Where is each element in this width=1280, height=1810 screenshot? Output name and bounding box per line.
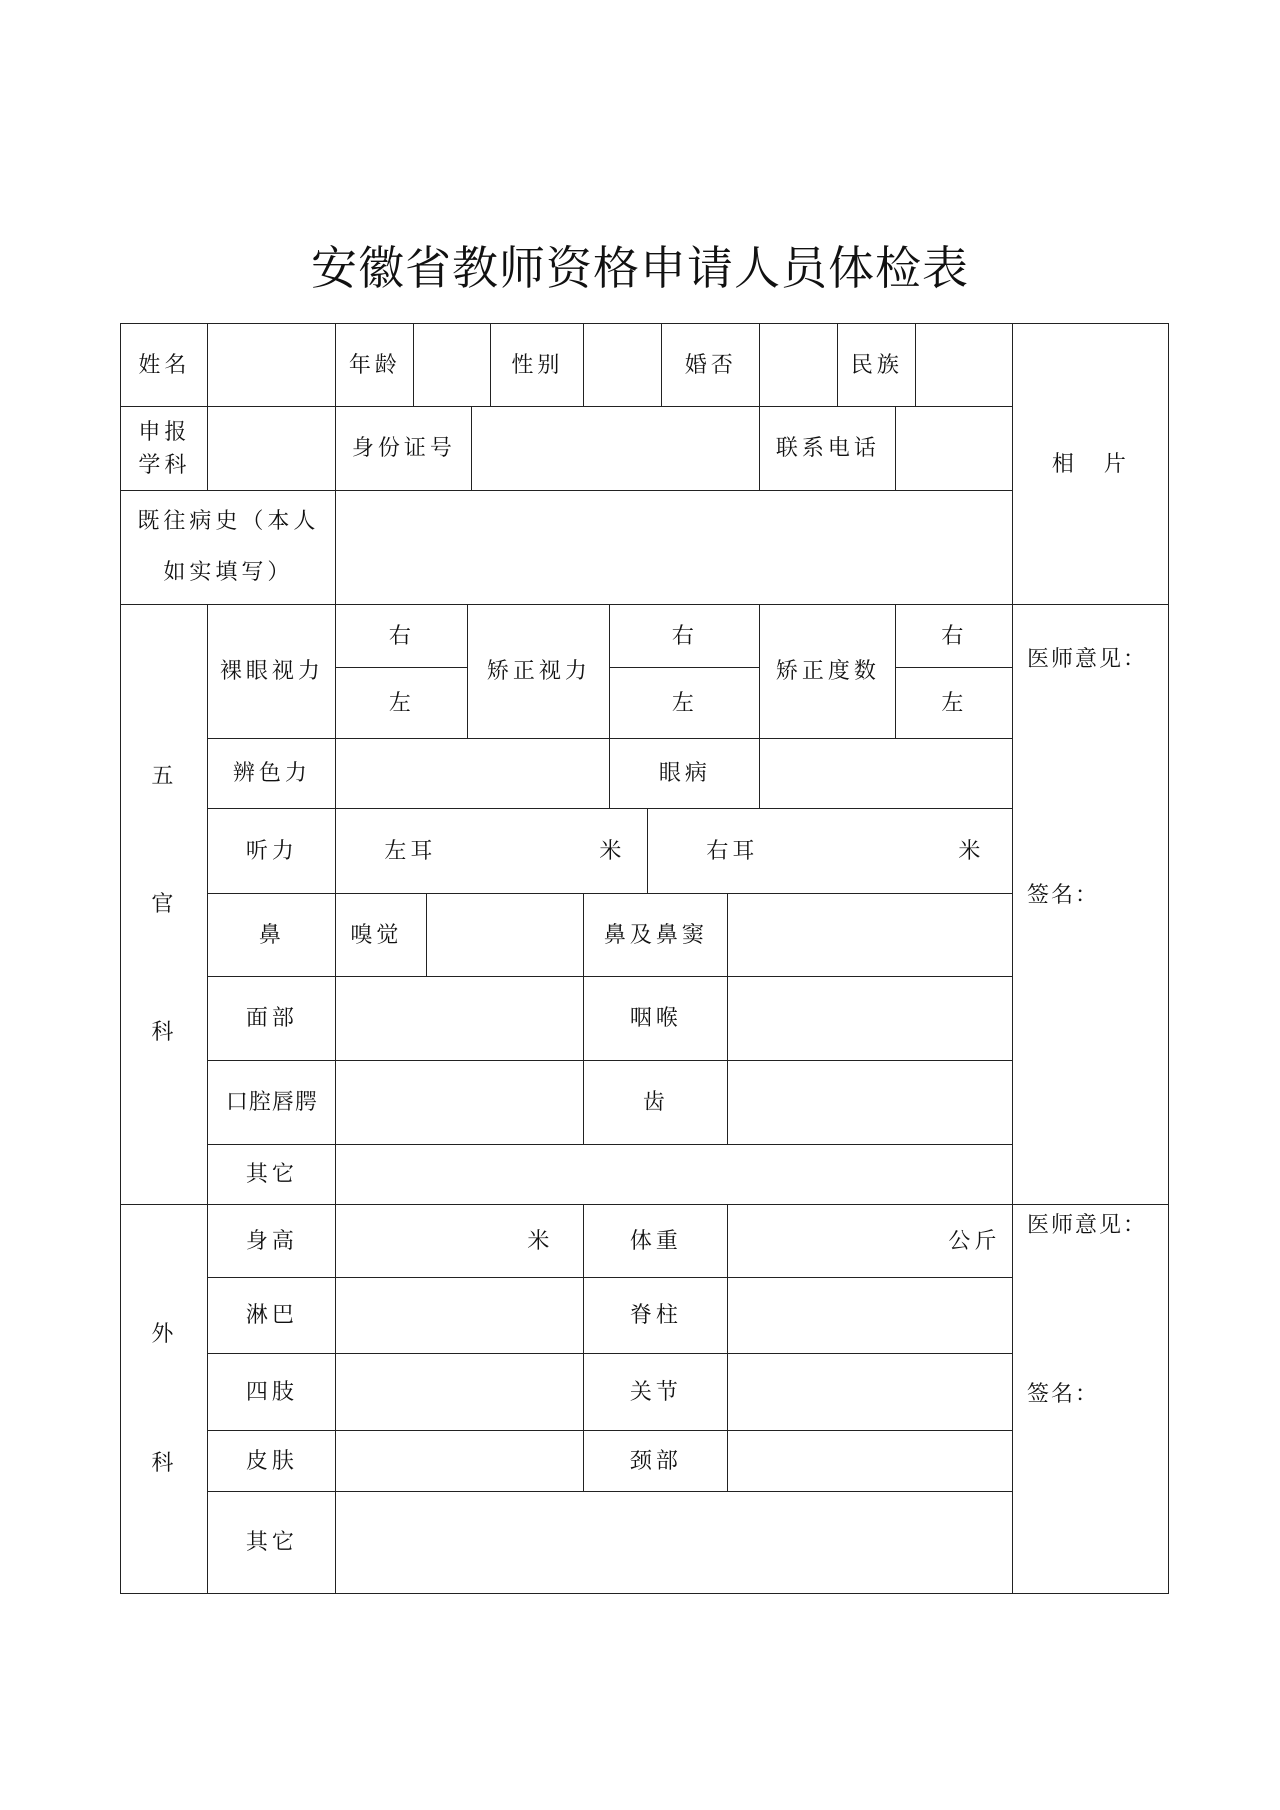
medical-history-field[interactable]	[335, 490, 1013, 605]
naked-vision-label: 裸眼视力	[207, 604, 336, 739]
skin-field[interactable]	[335, 1430, 584, 1492]
medical-history-label-2: 如实填写）	[163, 559, 294, 585]
surgery-doctor-opinion-label: 医师意见：	[1027, 1213, 1148, 1238]
left-ear-field[interactable]	[335, 808, 648, 894]
correction-degree-left[interactable]: 左	[895, 667, 1013, 739]
id-number-field[interactable]	[471, 406, 760, 491]
spine-label: 脊柱	[583, 1277, 728, 1354]
age-label: 年龄	[335, 323, 414, 407]
height-field[interactable]	[335, 1204, 584, 1278]
surgery-other-field[interactable]	[335, 1491, 1013, 1594]
surgery-other-label: 其它	[207, 1491, 336, 1594]
subject-label-2: 学科	[138, 452, 191, 478]
corrected-vision-left[interactable]: 左	[609, 667, 760, 739]
subject-field[interactable]	[207, 406, 336, 491]
ethnicity-label: 民族	[837, 323, 916, 407]
neck-label: 颈部	[583, 1430, 728, 1492]
marital-field[interactable]	[759, 323, 838, 407]
correction-degree-label: 矫正度数	[759, 604, 896, 739]
throat-field[interactable]	[727, 976, 1013, 1061]
ent-section-label	[120, 604, 208, 1205]
right-ear-unit: 米	[958, 838, 985, 864]
corrected-vision-label: 矫正视力	[467, 604, 610, 739]
age-field[interactable]	[413, 323, 491, 407]
lymph-label: 淋巴	[207, 1277, 336, 1354]
id-number-label: 身份证号	[335, 406, 472, 491]
joints-label: 关节	[583, 1353, 728, 1431]
height-label: 身高	[207, 1204, 336, 1278]
name-label: 姓名	[120, 323, 208, 407]
gender-label: 性别	[490, 323, 584, 407]
medical-history-label	[120, 490, 336, 605]
throat-label: 咽喉	[583, 976, 728, 1061]
ent-other-label: 其它	[207, 1144, 336, 1205]
eye-disease-field[interactable]	[759, 738, 1013, 809]
joints-field[interactable]	[727, 1353, 1013, 1431]
ent-section-char-3: 科	[151, 1019, 178, 1045]
color-vision-field[interactable]	[335, 738, 610, 809]
photo-box[interactable]: 相 片	[1012, 323, 1169, 605]
left-ear-unit: 米	[599, 838, 626, 864]
corrected-vision-right[interactable]: 右	[609, 604, 760, 668]
height-unit: 米	[527, 1228, 554, 1254]
phone-label: 联系电话	[759, 406, 896, 491]
lymph-field[interactable]	[335, 1277, 584, 1354]
ent-signature-label: 签名：	[1027, 883, 1100, 908]
nose-label: 鼻	[207, 893, 336, 977]
neck-field[interactable]	[727, 1430, 1013, 1492]
correction-degree-right[interactable]: 右	[895, 604, 1013, 668]
smell-label: 嗅觉	[335, 893, 427, 977]
weight-label: 体重	[583, 1204, 728, 1278]
page-title: 安徽省教师资格申请人员体检表	[311, 241, 969, 295]
ent-doctor-opinion-label: 医师意见：	[1027, 647, 1148, 672]
spine-field[interactable]	[727, 1277, 1013, 1354]
hearing-label: 听力	[207, 808, 336, 894]
surgery-section-char-2: 科	[151, 1451, 178, 1477]
weight-unit: 公斤	[948, 1228, 1001, 1254]
teeth-label: 齿	[583, 1060, 728, 1145]
subject-label-1: 申报	[138, 419, 191, 445]
limbs-field[interactable]	[335, 1353, 584, 1431]
medical-history-label-1: 既往病史（本人	[137, 509, 320, 535]
marital-label: 婚否	[661, 323, 760, 407]
ent-section-char-1: 五	[151, 764, 178, 790]
skin-label: 皮肤	[207, 1430, 336, 1492]
surgery-section-char-1: 外	[151, 1321, 178, 1347]
face-label: 面部	[207, 976, 336, 1061]
naked-vision-right[interactable]: 右	[335, 604, 468, 668]
nasal-sinus-field[interactable]	[727, 893, 1013, 977]
weight-field[interactable]	[727, 1204, 1013, 1278]
color-vision-label: 辨色力	[207, 738, 336, 809]
oral-field[interactable]	[335, 1060, 584, 1145]
oral-label: 口腔唇腭	[207, 1060, 336, 1145]
eye-disease-label: 眼病	[609, 738, 760, 809]
teeth-field[interactable]	[727, 1060, 1013, 1145]
nasal-sinus-label: 鼻及鼻窦	[583, 893, 728, 977]
ent-other-field[interactable]	[335, 1144, 1013, 1205]
face-field[interactable]	[335, 976, 584, 1061]
surgery-section-label	[120, 1204, 208, 1594]
naked-vision-left[interactable]: 左	[335, 667, 468, 739]
right-ear-field[interactable]	[647, 808, 1013, 894]
smell-field[interactable]	[426, 893, 584, 977]
limbs-label: 四肢	[207, 1353, 336, 1431]
subject-label	[120, 406, 208, 491]
right-ear-label: 右耳	[706, 838, 759, 864]
left-ear-label: 左耳	[384, 838, 437, 864]
name-field[interactable]	[207, 323, 336, 407]
ethnicity-field[interactable]	[915, 323, 1013, 407]
surgery-signature-label: 签名：	[1027, 1382, 1100, 1407]
phone-field[interactable]	[895, 406, 1013, 491]
gender-field[interactable]	[583, 323, 662, 407]
ent-section-char-2: 官	[151, 892, 178, 918]
